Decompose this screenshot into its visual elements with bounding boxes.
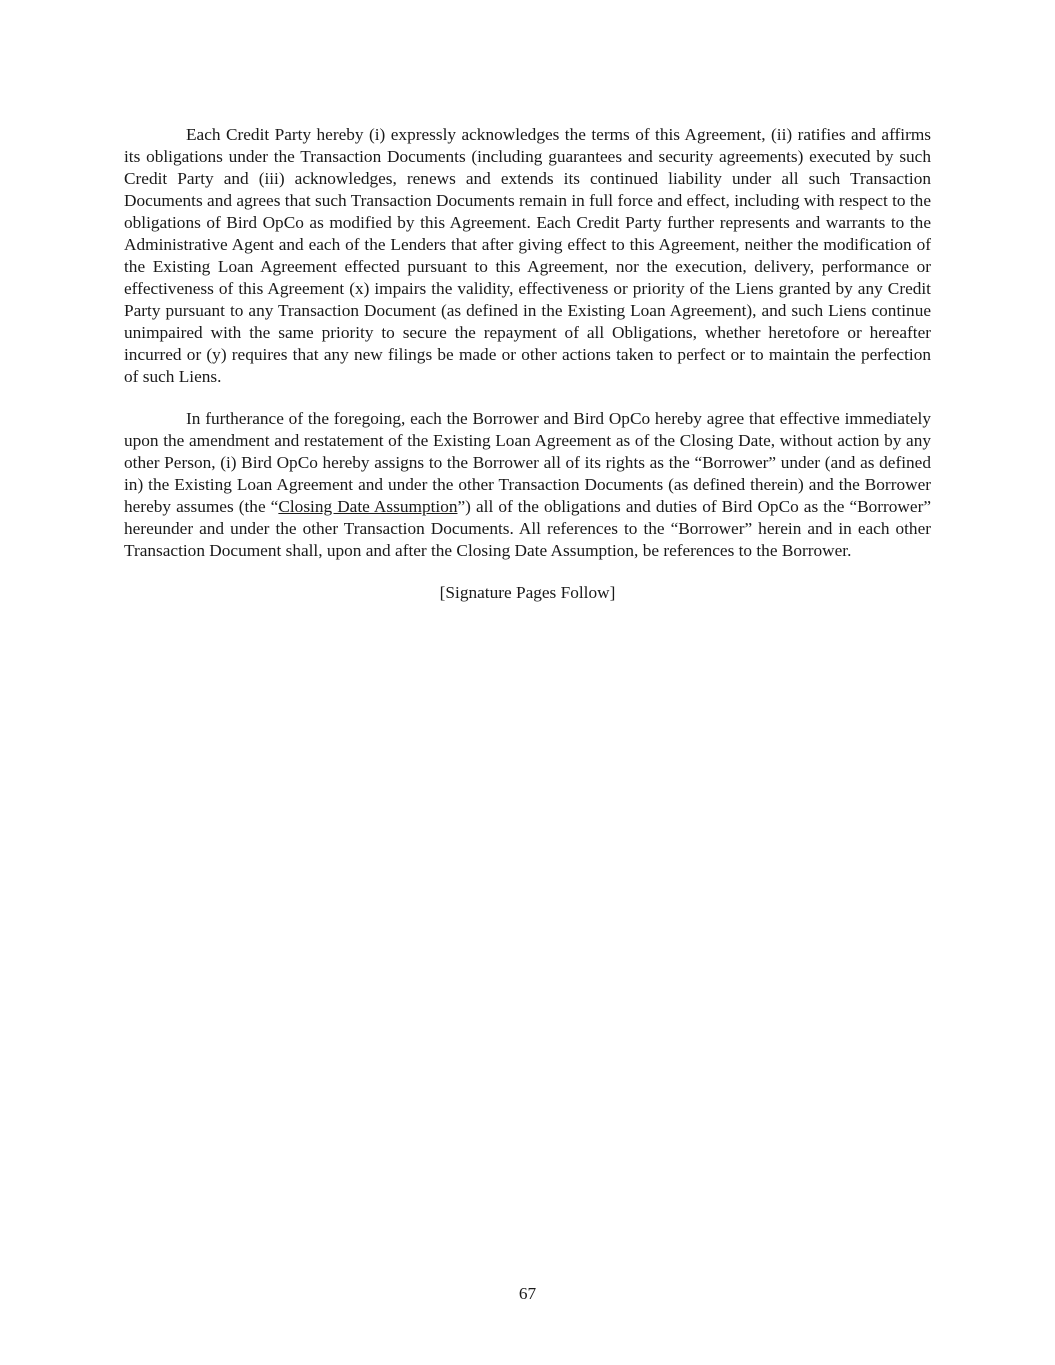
defined-term-closing-date-assumption: Closing Date Assumption bbox=[278, 497, 458, 516]
paragraph-text-before-term: In furtherance of the foregoing, each the Borrower and Bird OpCo hereby agree that effective immediately upon the amendment and restatement of the Existing Loan Agreement as of the Closing Date, without action by any other Person, (i) Bird OpCo hereby assigns to the Borrower all of its rights as the “Borrower” under (and as defined in) the Existing Loan Agreement and under the other Transaction Documents (as defined therein) and the Borrower hereby assumes (the “ bbox=[124, 409, 931, 516]
signature-pages-note: [Signature Pages Follow] bbox=[439, 583, 616, 602]
document-body bbox=[124, 124, 931, 604]
page-number: 67 bbox=[518, 1284, 537, 1303]
paragraph-closing-date-assumption bbox=[124, 408, 931, 562]
paragraph-credit-party-acknowledgement: Each Credit Party hereby (i) expressly acknowledges the terms of this Agreement, (ii) ratifies and affirms its obligations under the Transaction Documents (including guarantees and security agreements) executed by such Credit Party and (iii) acknowledges, renews and extends its continued liability under all such Transaction Documents and agrees that such Transaction Documents remain in full force and effect, including with respect to the obligations of Bird OpCo as modified by this Agreement. Each Credit Party further represents and warrants to the Administrative Agent and each of the Lenders that after giving effect to this Agreement, neither the modification of the Existing Loan Agreement effected pursuant to this Agreement, nor the execution, delivery, performance or effectiveness of this Agreement (x) impairs the validity, effectiveness or priority of the Liens granted by any Credit Party pursuant to any Transaction Document (as defined in the Existing Loan Agreement), and such Liens continue unimpaired with the same priority to secure the repayment of all Obligations, whether heretofore or hereafter incurred or (y) requires that any new filings be made or other actions taken to perfect or to maintain the perfection of such Liens. bbox=[124, 125, 931, 386]
paragraph-text-after-term: ”) all of the obligations and duties of Bird OpCo as the “Borrower” hereunder and under the other Transaction Documents. All references to the “Borrower” herein and in each other Transaction Document shall, upon and after the Closing Date Assumption, be references to the Borrower. bbox=[124, 497, 932, 560]
